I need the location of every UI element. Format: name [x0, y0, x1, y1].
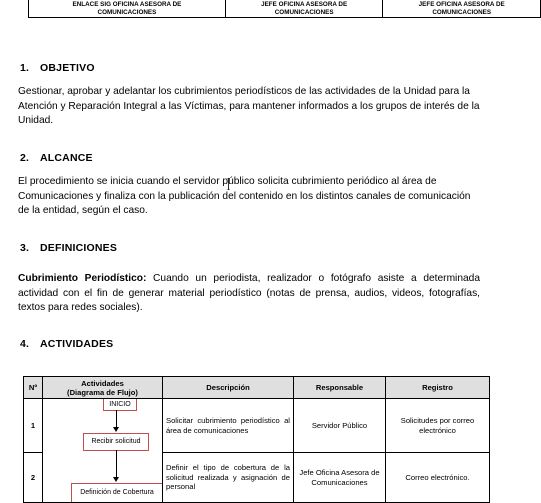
- section-title-alcance: 2. ALCANCE: [20, 152, 93, 164]
- signature-table: [28, 0, 541, 18]
- flow-start: INICIO: [103, 399, 137, 412]
- row-responsible: Servidor Público: [294, 399, 386, 453]
- flow-connector: [116, 410, 117, 428]
- section-title-actividades: 4. ACTIVIDADES: [20, 338, 114, 350]
- text-cursor-icon: [227, 178, 230, 190]
- signature-cell-3: JEFE OFICINA ASESORA DE COMUNICACIONES: [383, 0, 541, 18]
- row-number: 1: [24, 399, 43, 453]
- row-record: Correo electrónico.: [386, 453, 490, 503]
- row-description: Solicitar cubrimiento periodístico al área de comunicaciones: [163, 399, 294, 453]
- table-row: [24, 399, 490, 453]
- header-flow: Actividades (Diagrama de Flujo): [43, 377, 163, 399]
- section-title-objetivo: 1. OBJETIVO: [20, 62, 95, 74]
- flow-step-recibir: Recibir solicitud: [83, 433, 149, 451]
- header-reg: Registro: [386, 377, 490, 399]
- activities-table: [23, 376, 490, 503]
- row-record: Solicitudes por correo electrónico: [386, 399, 490, 453]
- arrow-down-icon: [113, 477, 119, 482]
- flow-diagram: [43, 399, 163, 503]
- flow-connector: [116, 502, 117, 503]
- header-desc: Descripción: [163, 377, 294, 399]
- row-description: Definir el tipo de cobertura de la solicitud realizada y asignación de personal: [163, 453, 294, 503]
- section-title-definiciones: 3. DEFINICIONES: [20, 242, 118, 254]
- signature-cell-1: ENLACE SIG OFICINA ASESORA DE COMUNICACIONES: [29, 0, 226, 18]
- flow-connector: [116, 450, 117, 478]
- alcance-text: El procedimiento se inicia cuando el servidor público solicita cubrimiento periódico al área de Comunicaciones y finaliza con la publicación del contenido en los distintos canales de comunicación de la entidad, según el caso.: [18, 176, 471, 216]
- objetivo-text: Gestionar, aprobar y adelantar los cubrimientos periodísticos de las actividades de la Unidad para la Atención y Reparación Integral a las Víctimas, para mantener informados a los grupos de interés de la Unidad.: [18, 86, 480, 126]
- header-num: Nº: [24, 377, 43, 399]
- row-number: 2: [24, 453, 43, 503]
- definition-body: Cuando un periodista, realizador o fotógrafo asiste a determinada actividad con el fin de generar material periodístico (notas de prensa, audios, videos, fotografías, textos para redes sociales).: [18, 273, 480, 313]
- arrow-down-icon: [113, 427, 119, 432]
- flow-step-definicion: Definición de Cobertura: [71, 483, 163, 503]
- signature-cell-2: JEFE OFICINA ASESORA DE COMUNICACIONES: [225, 0, 383, 18]
- definition-term: Cubrimiento Periodístico:: [18, 273, 147, 284]
- definiciones-text: [18, 272, 480, 316]
- row-responsible: Jefe Oficina Asesora de Comunicaciones: [294, 453, 386, 503]
- header-resp: Responsable: [294, 377, 386, 399]
